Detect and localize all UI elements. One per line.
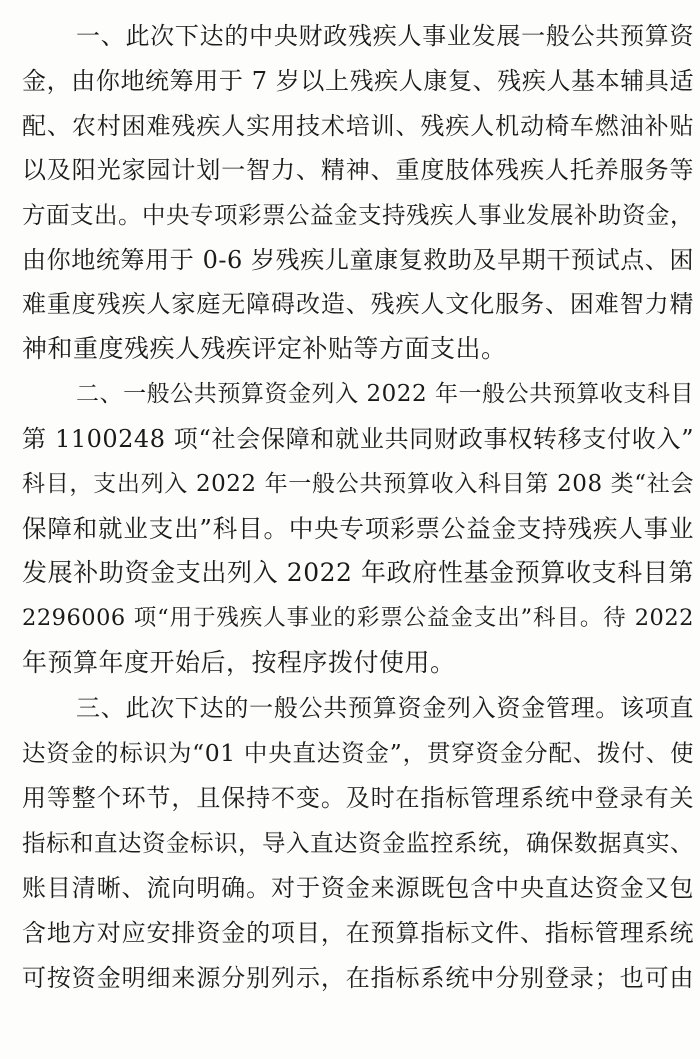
paragraph-1-line-3: 配、农村困难残疾人实用技术培训、残疾人机动椅车燃油补贴 [22, 112, 694, 140]
paragraph-3-line-7: 可按资金明细来源分别列示，在指标系统中分别登录；也可由 [22, 964, 694, 992]
paragraph-3-line-4: 指标和直达资金标识，导入直达资金监控系统，确保数据真实、 [22, 829, 694, 857]
paragraph-3-line-6: 含地方对应安排资金的项目，在预算指标文件、指标管理系统 [22, 919, 694, 947]
paragraph-2-line-5: 发展补助资金支出列入 2022 年政府性基金预算收支科目第 [22, 558, 694, 587]
paragraph-3-line-5: 账目清晰、流向明确。对于资金来源既包含中央直达资金又包 [22, 874, 694, 902]
paragraph-3-line-3: 用等整个环节，且保持不变。及时在指标管理系统中登录有关 [22, 784, 694, 812]
paragraph-1-line-6: 由你地统筹用于 0-6 岁残疾儿童康复救助及早期干预试点、困 [22, 246, 694, 274]
paragraph-2-line-6: 2296006 项“用于残疾人事业的彩票公益金支出”科目。待 2022 [22, 605, 694, 631]
paragraph-1-line-1: 一、此次下达的中央财政残疾人事业发展一般公共预算资 [76, 22, 694, 50]
paragraph-2-line-3: 科目，支出列入 2022 年一般公共预算收入科目第 208 类“社会 [22, 471, 694, 497]
paragraph-1-line-5: 方面支出。中央专项彩票公益金支持残疾人事业发展补助资金， [22, 201, 694, 229]
paragraph-2-line-2: 第 1100248 项“社会保障和就业共同财政事权转移支付收入” [22, 425, 694, 453]
paragraph-1-line-7: 难重度残疾人家庭无障碍改造、残疾人文化服务、困难智力精 [22, 290, 694, 318]
paragraph-1-line-4: 以及阳光家园计划一智力、精神、重度肢体残疾人托养服务等 [22, 156, 694, 184]
paragraph-2-line-7: 年预算年度开始后，按程序拨付使用。 [22, 648, 456, 677]
paragraph-1-line-8: 神和重度残疾人残疾评定补贴等方面支出。 [22, 334, 507, 363]
paragraph-1-line-2: 金，由你地统筹用于 7 岁以上残疾人康复、残疾人基本辅具适 [22, 67, 694, 95]
paragraph-2-line-1: 二、一般公共预算资金列入 2022 年一般公共预算收支科目 [76, 381, 694, 407]
paragraph-2-line-4: 保障和就业支出”科目。中央专项彩票公益金支持残疾人事业 [22, 514, 694, 543]
paragraph-3-line-2: 达资金的标识为“01 中央直达资金”，贯穿资金分配、拨付、使 [22, 739, 694, 767]
paragraph-3-line-1: 三、此次下达的一般公共预算资金列入资金管理。该项直 [76, 694, 694, 722]
